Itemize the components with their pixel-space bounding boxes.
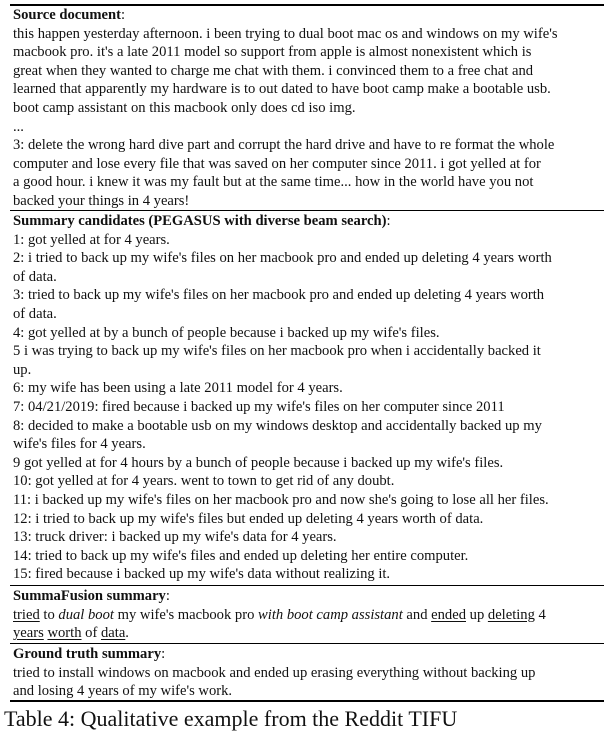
candidate-line: 13: truck driver: i backed up my wife's data for 4 years. — [13, 529, 337, 546]
truth-line: and losing 4 years of my wife's work. — [13, 683, 233, 700]
fusion-word-years: years — [13, 625, 44, 642]
candidate-line: 1: got yelled at for 4 years. — [13, 231, 170, 248]
candidate-line: 12: i tried to back up my wife's files but ended up deleting 4 years worth of data. — [13, 510, 484, 527]
truth-section — [13, 645, 603, 701]
source-section — [13, 6, 603, 211]
source-line: macbook pro. it's a late 2011 model so support from apple is almost nonexistent which is — [13, 44, 532, 61]
truth-header: Ground truth summary: — [13, 646, 166, 662]
candidate-line: 8: decided to make a bootable usb on my windows desktop and accidentally backed up my — [13, 417, 542, 434]
fusion-word-tried: tried — [13, 606, 40, 623]
candidate-line: 5 i was trying to back up my wife's files on her macbook pro when i accidentally backed it — [13, 343, 541, 360]
fusion-section — [13, 587, 603, 643]
source-text — [13, 25, 603, 211]
source-line: 3: delete the wrong hard dive part and corrupt the hard drive and have to re format the whole — [13, 137, 555, 154]
source-line: learned that apparently my hardware is to out dated to have boot camp make a bootable usb. — [13, 81, 551, 98]
source-line: boot camp assistant on this macbook only does cd iso img. — [13, 99, 356, 116]
candidate-line: 6: my wife has been using a late 2011 model for 4 years. — [13, 380, 343, 397]
candidate-line: 3: tried to back up my wife's files on her macbook pro and ended up deleting 4 years worth — [13, 287, 545, 304]
fusion-phrase-dual-boot: dual boot — [58, 606, 114, 623]
truth-text — [13, 664, 603, 701]
candidate-line: wife's files for 4 years. — [13, 436, 146, 453]
source-line: a good hour. i knew it was my fault but at the same time... how in the world have you not — [13, 174, 534, 191]
truth-line: tried to install windows on macbook and ended up erasing everything without backing up — [13, 664, 536, 681]
fusion-line-2: years worth of data. — [13, 625, 129, 642]
candidates-section — [13, 212, 603, 584]
candidate-line: of data. — [13, 268, 57, 285]
source-line: great when they wanted to charge me chat with them. i convinced them to a free chat and — [13, 62, 534, 79]
candidate-line: 9 got yelled at for 4 hours by a bunch of people because i backed up my wife's files. — [13, 454, 504, 471]
candidate-line: 10: got yelled at for 4 years. went to town to get rid of any doubt. — [13, 473, 395, 490]
candidate-line: 4: got yelled at by a bunch of people because i backed up my wife's files. — [13, 324, 440, 341]
candidate-line: 2: i tried to back up my wife's files on her macbook pro and ended up deleting 4 years worth — [13, 250, 552, 267]
source-line: this happen yesterday afternoon. i been trying to dual boot mac os and windows on my wife's — [13, 25, 558, 42]
fusion-word-data: data — [100, 625, 126, 642]
divider-fusion — [10, 585, 604, 586]
fusion-word-worth: worth — [47, 625, 82, 642]
source-line: backed your things in 4 years! — [13, 192, 190, 209]
candidate-line: up. — [13, 361, 32, 378]
candidate-line: 15: fired because i backed up my wife's data without realizing it. — [13, 566, 391, 583]
divider-truth — [10, 643, 604, 644]
candidate-line: 7: 04/21/2019: fired because i backed up my wife's files on her computer since 2011 — [13, 398, 505, 415]
fusion-word-deleting: deleting — [487, 606, 535, 623]
candidate-line: 11: i backed up my wife's files on her macbook pro and now she's going to lose all her files. — [13, 491, 549, 508]
fusion-header: SummaFusion summary: — [13, 588, 170, 604]
candidates-list — [13, 231, 603, 584]
source-line: computer and lose every file that was saved on her computer since 2011. i got yelled at for — [13, 155, 541, 172]
candidates-header: Summary candidates (PEGASUS with diverse beam search): — [13, 213, 391, 229]
candidate-line: 14: tried to back up my wife's files and ended up deleting her entire computer. — [13, 547, 469, 564]
fusion-word-ended: ended — [431, 606, 466, 623]
fusion-line-1: tried to dual boot my wife's macbook pro with boot camp assistant and ended up deleting 4 — [13, 606, 546, 623]
source-header: Source document: — [13, 7, 126, 23]
fusion-phrase-boot-camp: with boot camp assistant — [258, 606, 403, 623]
candidate-line: of data. — [13, 305, 57, 322]
table-caption: Table 4: Qualitative example from the Reddit TIFU — [4, 706, 458, 731]
source-line: ... — [13, 118, 24, 135]
